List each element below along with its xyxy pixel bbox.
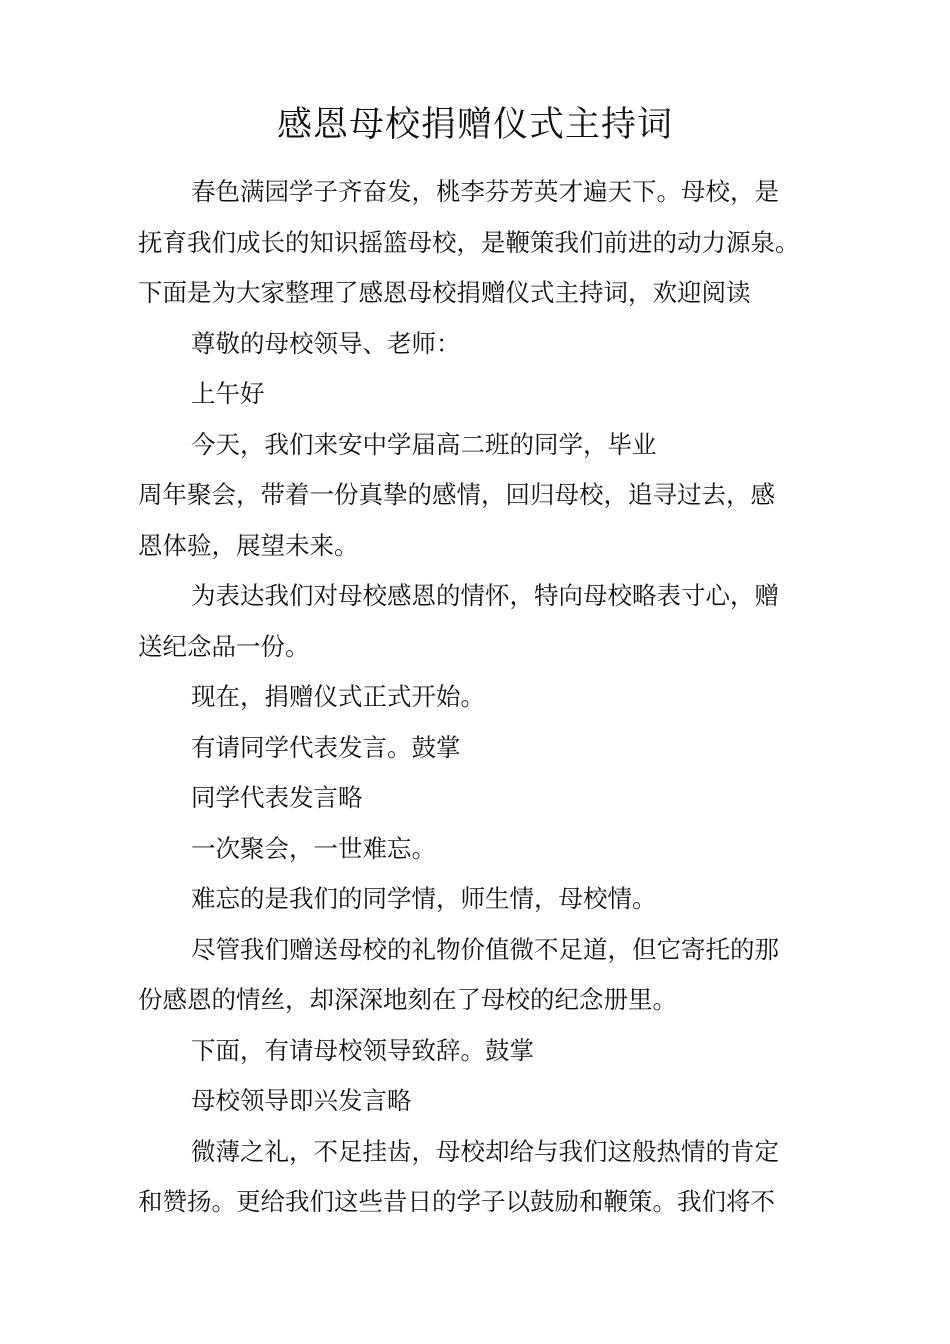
- text-line: 送纪念品一份。: [138, 631, 310, 661]
- text-line: 份感恩的情丝，却深深地刻在了母校的纪念册里。: [138, 985, 677, 1014]
- text-line: 难忘的是我们的同学情，师生情，母校情。: [191, 884, 657, 913]
- text-line: 尽管我们赠送母校的礼物价值微不足道，但它寄托的那: [191, 934, 779, 964]
- text-line: 现在，捐赠仪式正式开始。: [191, 682, 485, 711]
- greeting-line: 上午好: [191, 379, 265, 408]
- text-line: 和赞扬。更给我们这些昔日的学子以鼓励和鞭策。我们将不: [138, 1187, 775, 1216]
- text-line: 抚育我们成长的知识摇篮母校，是鞭策我们前进的动力源泉。: [138, 227, 800, 257]
- text-line: 恩体验，展望未来。: [138, 530, 359, 560]
- text-line: 一次聚会，一世难忘。: [191, 833, 436, 863]
- text-line: 母校领导即兴发言略: [191, 1086, 412, 1115]
- text-line: 今天，我们来安中学届高二班的同学，毕业: [191, 429, 657, 459]
- text-line: 下面是为大家整理了感恩母校捐赠仪式主持词，欢迎阅读: [138, 278, 751, 307]
- text-line: 微薄之礼，不足挂齿，母校却给与我们这般热情的肯定: [191, 1136, 779, 1166]
- salutation-line: 尊敬的母校领导、老师：: [191, 328, 461, 358]
- document-title: 感恩母校捐赠仪式主持词: [276, 105, 673, 145]
- text-line: 为表达我们对母校感恩的情怀，特向母校略表寸心，赠: [191, 581, 779, 610]
- text-line: 有请同学代表发言。鼓掌: [191, 732, 461, 762]
- text-line: 下面，有请母校领导致辞。鼓掌: [191, 1035, 534, 1065]
- document-body: [138, 167, 858, 1228]
- text-line: 同学代表发言略: [191, 783, 363, 812]
- text-line: 周年聚会，带着一份真挚的感情，回归母校，追寻过去，感: [138, 480, 775, 509]
- text-line: 春色满园学子齐奋发，桃李芬芳英才遍天下。母校，是: [191, 177, 779, 206]
